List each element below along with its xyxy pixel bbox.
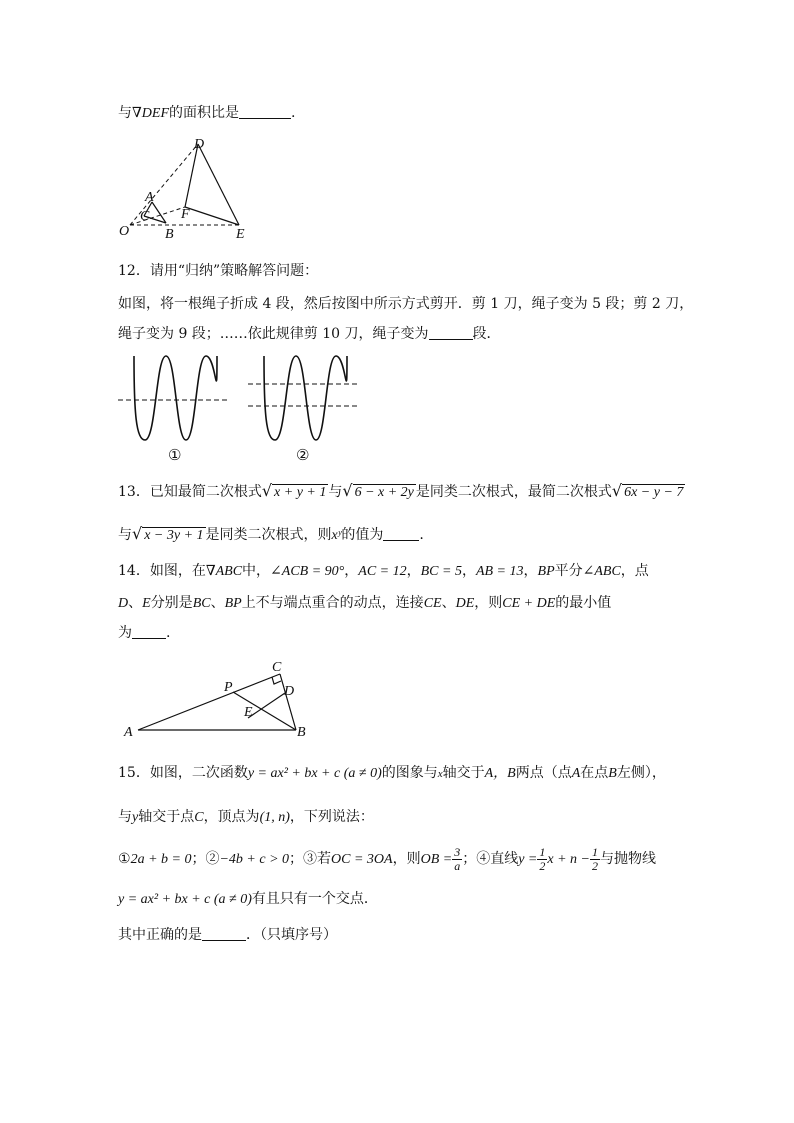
q14-bc: BC = 5	[420, 564, 462, 579]
q14-seg-ce: CE	[423, 596, 442, 611]
q14-tri: ∇ABC	[205, 564, 243, 579]
q13-radical-1: x + y + 1	[274, 485, 327, 500]
q15-points: A，B	[484, 766, 516, 781]
label-a: A	[124, 725, 133, 740]
q14-text-l2f: 上不与端点重合的动点，连接	[241, 595, 424, 611]
q15-vertex: (1, n)	[259, 810, 290, 825]
q11-figure	[110, 132, 260, 242]
q14-seg-de: DE	[455, 596, 475, 611]
q15-l4b: 有且只有一个交点．	[251, 891, 378, 907]
q15-y: y	[132, 810, 139, 825]
q15-line2	[118, 808, 374, 827]
rope-2	[264, 356, 347, 440]
statement-1: 2a + b = 0	[130, 852, 192, 867]
q14-text-b: 中，	[242, 563, 271, 579]
statement-3-marker: ③	[303, 851, 318, 867]
label-c: C	[140, 209, 150, 224]
label-o: O	[119, 224, 130, 239]
q15-a: A	[571, 766, 581, 781]
q14-text-l2d: 分别是	[150, 595, 193, 611]
statement-3-result: OB =	[420, 852, 453, 867]
q15-text-e: 两点（点	[515, 765, 572, 781]
frac-num-1: 1	[539, 844, 546, 859]
q14-d: D	[118, 596, 129, 611]
q13-line1: 13．已知最简二次根式√ x + y + 1 与√ 6 − x + 2y 是同类二次根式，最简二次根式√ 6x − y − 7	[118, 481, 684, 500]
q15-l2e: ，下列说法：	[289, 809, 374, 825]
q14-ab: AB = 13	[475, 564, 524, 579]
q14-text-l3: 为	[118, 625, 132, 641]
q12-title: 12．请用“归纳”策略解答问题：	[118, 263, 319, 279]
fig-label-1: ①	[168, 446, 182, 464]
q15-line1	[118, 764, 666, 783]
q15-l2a: 与	[118, 809, 132, 825]
q12-line2: 如图，将一根绳子折成 4 段，然后按图中所示方式剪开．剪 1 刀，绳子变为 5 段；剪 2 刀，	[118, 296, 694, 312]
q11-line	[118, 104, 295, 123]
q15-text-i: 左侧），	[616, 765, 666, 781]
q13-answer-blank[interactable]	[383, 526, 419, 541]
frac-num-3: 3	[454, 844, 461, 859]
label-b: B	[165, 227, 174, 242]
q15-s4a: 直线	[490, 851, 519, 867]
q11-text-a: 与	[118, 105, 132, 121]
q14-sep-3: 、	[441, 595, 456, 611]
statement-4-marker: ④	[476, 851, 491, 867]
q14-end: .	[166, 625, 171, 641]
q13-radical-2: 6 − x + 2y	[354, 485, 414, 500]
q14-text-d: 平分	[554, 563, 583, 579]
q15-func: y = ax² + bx + c (a ≠ 0)	[247, 766, 382, 781]
fraction-half-1	[537, 846, 547, 873]
q14-sum: CE + DE	[502, 596, 556, 611]
label-a: A	[145, 190, 154, 205]
q13-text-d: 与	[118, 527, 132, 543]
q15-s3a: 若	[317, 851, 332, 867]
statement-2-marker: ②	[205, 851, 220, 867]
q14-text-l2i: 的最小值	[555, 595, 612, 611]
q14-figure	[120, 658, 320, 743]
fig-label-2: ②	[296, 446, 310, 464]
q15-l5: 其中正确的是	[118, 927, 202, 943]
frac-den-a: a	[454, 858, 461, 873]
q14-line2	[118, 594, 611, 613]
q14-comma-1: ，	[344, 563, 359, 579]
label-f: F	[181, 207, 190, 222]
q14-line3	[118, 624, 170, 642]
q14-abc: ∠ABC	[582, 564, 621, 579]
q14-comma-2: ，	[406, 563, 421, 579]
q13-text-f: 的值为	[341, 527, 384, 543]
statement-4-mid: x + n −	[547, 852, 590, 867]
frac-num-1b: 1	[591, 844, 598, 859]
q15-x: x	[437, 768, 443, 780]
q14-sep-2: 、	[210, 595, 225, 611]
q11-tri-symbol: ∇	[132, 106, 142, 121]
rope-1	[134, 356, 217, 440]
label-p: P	[224, 680, 233, 695]
statement-3-cond: OC = 3OA	[331, 852, 393, 867]
q15-s4b: 与抛物线	[599, 851, 656, 867]
q13-line2: 与√ x − 3y + 1 是同类二次根式，则xʸ的值为 .	[118, 524, 424, 543]
q14-text-a: 14．如图，在	[118, 563, 206, 579]
statement-2: −4b + c > 0	[219, 852, 290, 867]
q15-line4	[118, 890, 378, 909]
label-d: D	[284, 684, 295, 699]
q15-text-a: 15．如图，二次函数	[118, 765, 248, 781]
q14-sep-1: 、	[128, 595, 143, 611]
q11-text-b: 的面积比是	[169, 105, 239, 121]
label-b: B	[297, 725, 306, 740]
q15-c: C	[194, 810, 204, 825]
q14-angle: ∠ACB = 90°	[270, 564, 345, 579]
q13-radical-4: x − 3y + 1	[144, 528, 204, 543]
q14-e: E	[142, 596, 151, 611]
q15-sep-1: ；	[191, 851, 206, 867]
fraction-half-2	[590, 846, 600, 873]
statement-1-marker: ①	[118, 851, 131, 867]
label-e: E	[236, 227, 245, 242]
q13-radical-3: 6x − y − 7	[624, 485, 684, 500]
label-e: E	[244, 705, 253, 720]
edge-ab	[152, 202, 166, 223]
q13-text-e: 是同类二次根式，则	[205, 527, 332, 543]
q12-answer-blank[interactable]	[429, 325, 473, 340]
q11-answer-blank[interactable]	[239, 104, 291, 119]
q15-line5	[118, 926, 337, 944]
label-d: D	[194, 137, 205, 152]
q14-ac: AC = 12	[358, 564, 407, 579]
q15-s3b: ，则	[392, 851, 421, 867]
segment-ed	[248, 693, 285, 718]
q12-figure	[118, 352, 368, 467]
q13-text-a: 13．已知最简二次根式	[118, 484, 262, 500]
q12-line3-b: 段．	[472, 326, 501, 342]
q15-l2b: 轴交于点	[138, 809, 195, 825]
q15-b: B	[608, 766, 617, 781]
q15-answer-blank[interactable]	[202, 926, 246, 941]
q14-bp: BP	[537, 564, 555, 579]
q15-l5b: ．（只填序号）	[246, 927, 337, 943]
q15-sep-3: ；	[462, 851, 477, 867]
frac-den-2b: 2	[591, 858, 598, 873]
q13-end: .	[419, 527, 424, 543]
q14-text-e: ，点	[620, 563, 649, 579]
label-c: C	[272, 660, 282, 675]
statement-4-lhs: y =	[518, 852, 538, 867]
q14-comma-3: ，	[461, 563, 476, 579]
q15-text-b: 的图象与	[381, 765, 438, 781]
q14-answer-blank[interactable]	[132, 624, 166, 639]
q15-line3	[118, 844, 656, 875]
q13-xy: xʸ	[331, 528, 342, 543]
right-angle-mark	[272, 677, 281, 684]
side-ac	[138, 674, 280, 730]
q15-sep-2: ；	[289, 851, 304, 867]
q15-parabola: y = ax² + bx + c (a ≠ 0)	[118, 892, 252, 907]
q12-line3	[118, 325, 501, 343]
q14-comma-4: ，	[523, 563, 538, 579]
q13-text-b: 与	[328, 484, 343, 500]
fraction-3-over-a	[452, 846, 462, 873]
q14-line1	[118, 562, 649, 581]
q14-seg-bp: BP	[224, 596, 242, 611]
q12-line3-a: 绳子变为 9 段；……依此规律剪 10 刀，绳子变为	[118, 326, 429, 342]
q15-text-g: 在点	[580, 765, 609, 781]
q14-text-l2h: ，则	[474, 595, 503, 611]
q14-seg-bc: BC	[192, 596, 211, 611]
edge-df	[185, 144, 198, 207]
q11-end: .	[291, 105, 296, 121]
q13-text-c: 是同类二次根式，最简二次根式	[415, 484, 612, 500]
frac-den-2: 2	[539, 858, 546, 873]
q11-tri-name: DEF	[141, 106, 169, 121]
q15-text-c: 轴交于	[442, 765, 485, 781]
q15-l2d: ，顶点为	[203, 809, 260, 825]
